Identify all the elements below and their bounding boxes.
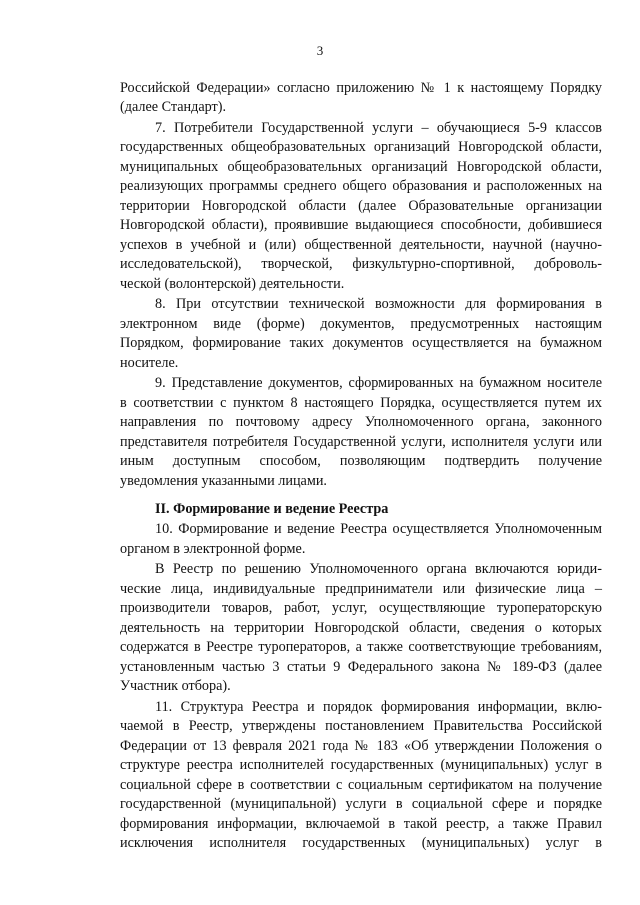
paragraph-line: В Реестр по решению Уполномоченного органа включаются юриди- <box>155 561 602 577</box>
paragraph-7-line: 7. Потребители Государственной услуги – обучающиеся 5-9 классов <box>155 120 602 136</box>
text-line: чаемой в Реестр, утверждены постановлением Правительства Российской <box>120 718 602 734</box>
text-line: социальной сфере в соответствии с социальным сертификатом на получение <box>120 777 602 793</box>
page-number: 3 <box>316 43 324 58</box>
text-line: ческой (волонтерской) деятельности. <box>120 276 345 292</box>
text-line: уведомления указанными лицами. <box>120 473 327 489</box>
text-line: государственной (муниципальной) услуги в социальной сфере и порядке <box>120 796 602 812</box>
text-line: Федерации от 13 февраля 2021 года № 183 «Об утверждении Положения о <box>120 738 602 754</box>
text-line: Новгородской области), проявившие выдающиеся способности, добившиеся <box>120 217 602 233</box>
paragraph-11-line: 11. Структура Реестра и порядок формирования информации, вклю- <box>155 699 602 715</box>
paragraph-9-line: 9. Представление документов, сформированных на бумажном носителе <box>155 375 602 391</box>
text-line: Российской Федерации» согласно приложению № 1 к настоящему Порядку <box>120 80 602 96</box>
text-line: иным доступным способом, позволяющим подтвердить получение <box>120 453 602 469</box>
text-line: органом в электронной форме. <box>120 541 306 557</box>
paragraph-8-line: 8. При отсутствии технической возможности для формирования в <box>155 296 602 312</box>
text-line: формирования информации, включаемой в такой реестр, а также Правил <box>120 816 602 832</box>
text-line: носителе. <box>120 355 179 371</box>
text-line: электронном виде (форме) документов, предусмотренных настоящим <box>120 316 602 332</box>
text-line: содержатся в Реестре туроператоров, а также соответствующие требованиям, <box>120 639 602 655</box>
text-line: производители товаров, работ, услуг, осуществляющие туроператорскую <box>120 600 602 616</box>
text-line: исследовательской), творческой, физкультурно-спортивной, доброволь- <box>120 256 602 272</box>
text-line: Порядком, формирование таких документов осуществляется на бумажном <box>120 335 602 351</box>
text-line: установленным частью 3 статьи 9 Федерального закона № 189-ФЗ (далее <box>120 659 602 675</box>
text-line: реализующих программы среднего общего образования и расположенных на <box>120 178 602 194</box>
text-line: исключения исполнителя государственных (муниципальных) услуг в <box>120 835 602 851</box>
text-line: муниципальных общеобразовательных организаций Новгородской области, <box>120 159 602 175</box>
text-line: ческие лица, индивидуальные предприниматели или физические лица – <box>120 581 602 597</box>
text-line: успехов в учебной и (или) общественной деятельности, научной (научно- <box>120 237 602 253</box>
paragraph-10-line: 10. Формирование и ведение Реестра осуществляется Уполномоченным <box>155 521 602 537</box>
text-line: (далее Стандарт). <box>120 99 227 115</box>
text-line: деятельность на территории Новгородской области, сведения о которых <box>120 620 602 636</box>
text-line: Участник отбора). <box>120 678 231 694</box>
text-line: государственных общеобразовательных организаций Новгородской области, <box>120 139 602 155</box>
text-line: направления по почтовому адресу Уполномоченного органа, законного <box>120 414 602 430</box>
text-line: структуре реестра исполнителей государственных (муниципальных) услуг в <box>120 757 602 773</box>
section-heading: II. Формирование и ведение Реестра <box>155 501 389 517</box>
text-line: в соответствии с пунктом 8 настоящего Порядка, осуществляется путем их <box>120 395 602 411</box>
text-line: территории Новгородской области (далее Образовательные организации <box>120 198 602 214</box>
text-line: представителя потребителя Государственной услуги, исполнителя услуги или <box>120 434 602 450</box>
